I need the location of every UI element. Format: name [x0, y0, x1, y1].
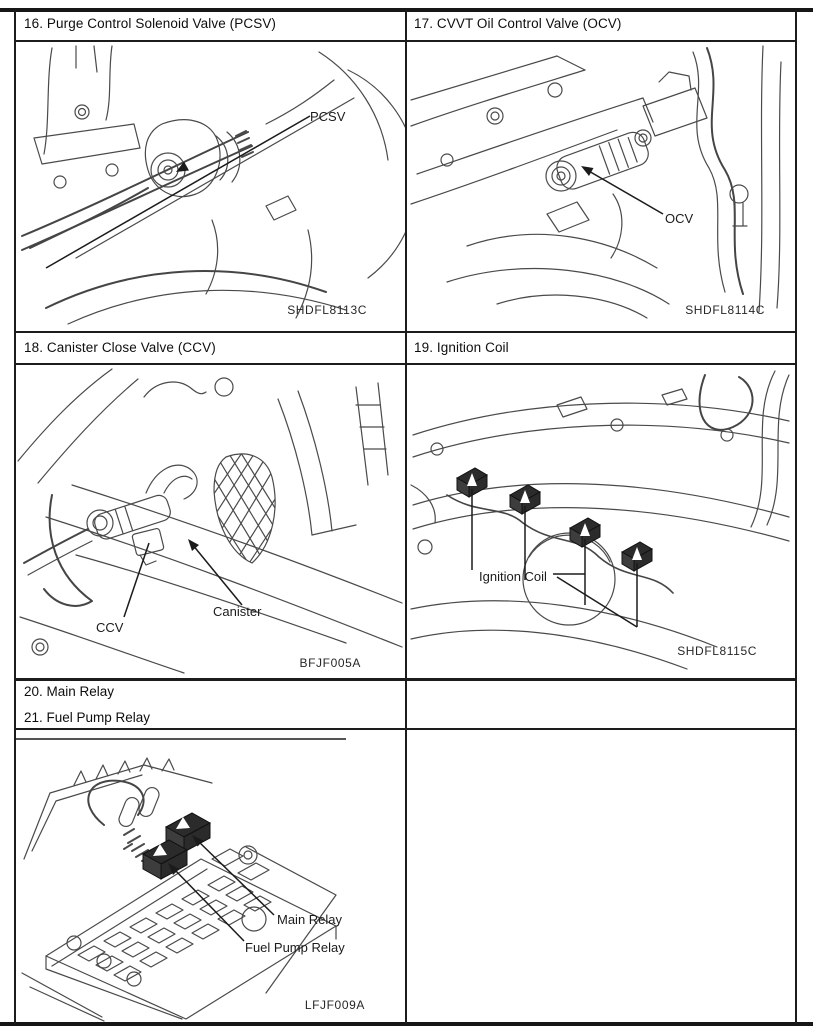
header-16-pcsv: 16. Purge Control Solenoid Valve (PCSV)	[24, 16, 277, 31]
header-21-fuel-pump-relay: 21. Fuel Pump Relay	[24, 710, 151, 725]
ocv-arrowhead	[581, 166, 594, 176]
ccv-label: CCV	[96, 620, 124, 635]
canister-arrowhead	[188, 539, 199, 551]
canister-label: Canister	[213, 604, 262, 619]
canister-grille	[192, 445, 288, 577]
fuel-pump-relay-part	[143, 840, 187, 879]
figure-code-ignition-coil: SHDFL8115C	[677, 644, 757, 658]
relays-illustration	[16, 731, 405, 1022]
figure-code-ocv: SHDFL8114C	[685, 303, 765, 317]
table-border-right	[795, 10, 797, 1024]
engine-line-art	[22, 46, 405, 324]
ccv-valve	[87, 493, 173, 565]
figure-ocv	[407, 42, 795, 331]
figure-code-relays: LFJF009A	[304, 998, 365, 1012]
ocv-callout	[581, 166, 694, 226]
header-18-ccv: 18. Canister Close Valve (CCV)	[24, 340, 216, 355]
figure-ccv	[16, 365, 405, 678]
header-17-ocv: 17. CVVT Oil Control Valve (OCV)	[414, 16, 622, 31]
figure-pcsv	[16, 42, 405, 331]
header-20-main-relay: 20. Main Relay	[24, 684, 115, 699]
ocv-valve	[546, 129, 652, 192]
header-20-21-relays	[24, 679, 150, 731]
ccv-illustration	[16, 365, 405, 678]
fuel-pump-relay-label: Fuel Pump Relay	[245, 940, 345, 955]
pcsv-label: PCSV	[310, 109, 346, 124]
ignition-coil-illustration	[407, 365, 795, 678]
engine-line-art	[411, 46, 781, 318]
ocv-label: OCV	[665, 211, 694, 226]
pcsv-illustration	[16, 42, 405, 331]
row-border-2	[14, 331, 797, 333]
figure-code-pcsv: SHDFL8113C	[287, 303, 367, 317]
main-relay-label: Main Relay	[277, 912, 343, 927]
engine-line-art	[18, 369, 402, 673]
empty-cell	[407, 731, 795, 1022]
engine-line-art	[16, 739, 346, 1021]
ignition-coil-label: Ignition Coil	[479, 569, 547, 584]
ocv-illustration	[407, 42, 795, 331]
figure-relays	[16, 731, 405, 1022]
figure-ignition-coil	[407, 365, 795, 678]
engine-line-art	[411, 371, 789, 669]
figure-code-ccv: BFJF005A	[299, 656, 361, 670]
header-19-ignition-coil: 19. Ignition Coil	[414, 340, 509, 355]
